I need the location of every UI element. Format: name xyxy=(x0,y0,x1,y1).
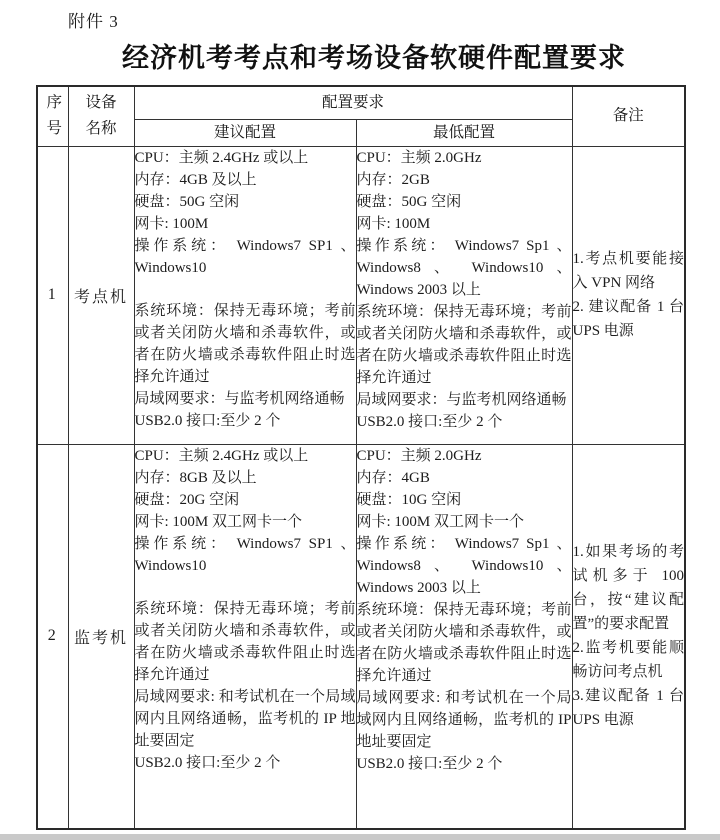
config-line: 局域网要求: 和考试机在一个局域网内且网络通畅，监考机的 IP 地址要固定 xyxy=(356,689,572,750)
row2-device-name: 监考机 xyxy=(68,444,134,829)
config-line: 系统环境：保持无毒环境；考前或者关闭防火墙和杀毒软件，或者在防火墙或杀毒软件阻止时选择允许通过 xyxy=(356,601,572,684)
remark-item: 1.考点机要能接入 VPN 网络 xyxy=(572,251,685,291)
remark-item: 3.建议配备 1 台 UPS 电源 xyxy=(572,688,685,729)
scan-edge-shadow xyxy=(0,834,720,840)
config-line: USB2.0 接口:至少 2 个 xyxy=(356,755,503,772)
config-line: 内存：2GB xyxy=(356,171,430,188)
config-line: 操作系统： Windows7 Sp1 、Windows8 、 Windows10 、Windows 2003 以上 xyxy=(356,237,572,298)
header-seq xyxy=(37,86,68,146)
config-line: USB2.0 接口:至少 2 个 xyxy=(356,413,503,430)
config-blank-line xyxy=(135,279,356,300)
row1-recommended-config xyxy=(134,146,356,444)
config-line: USB2.0 接口:至少 2 个 xyxy=(134,412,281,429)
header-device-text: 设备 名称 xyxy=(85,94,117,138)
config-line: 网卡: 100M xyxy=(134,215,209,232)
config-line: 网卡: 100M 双工网卡一个 xyxy=(134,513,303,530)
config-line: 网卡: 100M xyxy=(356,215,431,232)
row2-seq: 2 xyxy=(37,444,68,829)
config-line: CPU：主频 2.4GHz 或以上 xyxy=(134,149,309,166)
config-line: 操作系统： Windows7 Sp1 、Windows8 、 Windows10 、Windows 2003 以上 xyxy=(356,535,572,596)
config-line: 内存：8GB 及以上 xyxy=(134,469,257,486)
header-config-requirements: 配置要求 xyxy=(134,86,572,119)
config-line: 硬盘：50G 空闲 xyxy=(134,193,240,210)
config-line: 局域网要求：与监考机网络通畅 xyxy=(356,391,567,408)
row2-recommended-config xyxy=(134,444,356,829)
config-line: CPU：主频 2.0GHz xyxy=(356,149,482,166)
config-line: 硬盘：20G 空闲 xyxy=(134,491,240,508)
table-row-exam-site-machine xyxy=(37,146,685,444)
header-seq-text: 序 号 xyxy=(46,94,63,138)
config-line: 内存：4GB 及以上 xyxy=(134,171,257,188)
header-device-name xyxy=(68,86,134,146)
config-line: 操作系统： Windows7 SP1 、Windows10 xyxy=(134,237,356,276)
config-line: CPU：主频 2.4GHz 或以上 xyxy=(134,447,309,464)
table-row-invigilator-machine xyxy=(37,444,685,829)
config-blank-line xyxy=(135,577,356,598)
config-line: 硬盘：10G 空闲 xyxy=(356,491,462,508)
config-line: USB2.0 接口:至少 2 个 xyxy=(134,754,281,771)
attachment-label: 附件 3 xyxy=(68,12,119,31)
config-line: 系统环境：保持无毒环境；考前或者关闭防火墙和杀毒软件，或者在防火墙或杀毒软件阻止时选择允许通过 xyxy=(356,303,572,386)
config-requirements-table xyxy=(36,85,686,830)
config-line: 操作系统： Windows7 SP1 、Windows10 xyxy=(134,535,356,574)
header-minimum-config: 最低配置 xyxy=(356,119,572,146)
row2-remarks xyxy=(572,444,685,829)
config-line: 网卡: 100M 双工网卡一个 xyxy=(356,513,525,530)
config-line: 局域网要求: 和考试机在一个局域网内且网络通畅，监考机的 IP 地址要固定 xyxy=(134,688,356,749)
row2-minimum-config xyxy=(356,444,572,829)
config-line: CPU：主频 2.0GHz xyxy=(356,447,482,464)
page-title: 经济机考考点和考场设备软硬件配置要求 xyxy=(122,43,626,73)
config-line: 局域网要求：与监考机网络通畅 xyxy=(134,390,345,407)
config-line: 系统环境：保持无毒环境；考前或者关闭防火墙和杀毒软件，或者在防火墙或杀毒软件阻止时选择允许通过 xyxy=(134,600,356,683)
config-line: 硬盘：50G 空闲 xyxy=(356,193,462,210)
remark-item: 2.监考机要能顺畅访问考点机 xyxy=(572,640,685,681)
row1-remarks xyxy=(572,146,685,444)
header-recommended-config: 建议配置 xyxy=(134,119,356,146)
row1-device-name: 考点机 xyxy=(68,146,134,444)
config-line: 内存：4GB xyxy=(356,469,430,486)
remark-item: 2. 建议配备 1 台 UPS 电源 xyxy=(572,299,685,339)
config-line: 系统环境：保持无毒环境；考前或者关闭防火墙和杀毒软件，或者在防火墙或杀毒软件阻止时选择允许通过 xyxy=(134,302,356,385)
header-remarks: 备注 xyxy=(572,86,685,146)
row1-seq: 1 xyxy=(37,146,68,444)
remark-item: 1.如果考场的考试机多于 100 台，按“建议配置”的要求配置 xyxy=(572,544,685,633)
row1-minimum-config xyxy=(356,146,572,444)
